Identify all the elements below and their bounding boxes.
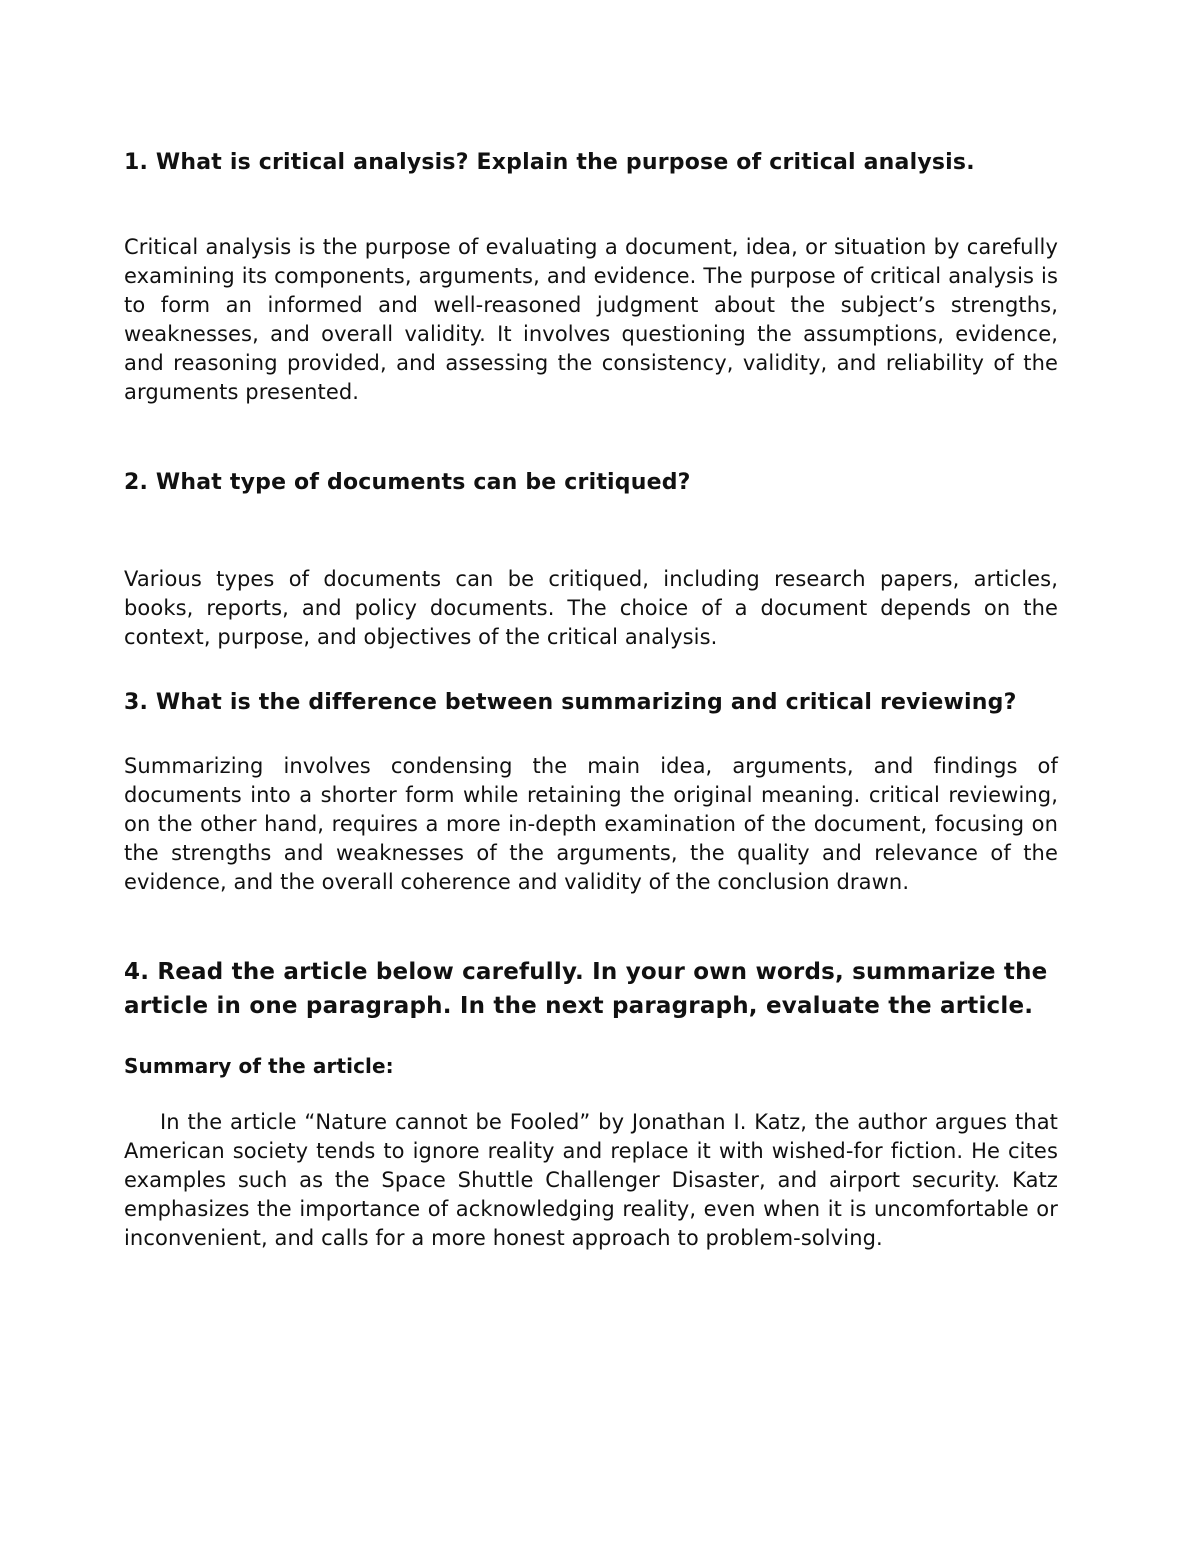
summary-label-block bbox=[124, 1052, 1058, 1080]
summary-block bbox=[124, 1108, 1058, 1253]
question-1 bbox=[124, 146, 1058, 180]
question-3 bbox=[124, 686, 1058, 720]
question-3-heading: 3. What is the difference between summarizing and critical reviewing? bbox=[124, 690, 1017, 715]
answer-1-text: Critical analysis is the purpose of evaluating a document, idea, or situation by carefully examining its components, arguments, and evidence. The purpose of critical analysis is to form an informed and well-reasoned judgment about the subject’s strengths, weaknesses, and overall validity. It involves questioning the assumptions, evidence, and reasoning provided, and assessing the consistency, validity, and reliability of the arguments presented. bbox=[124, 235, 1058, 404]
answer-1 bbox=[124, 233, 1058, 407]
summary-text: In the article “Nature cannot be Fooled” by Jonathan I. Katz, the author argues that American society tends to ignore reality and replace it with wished-for fiction. He cites examples such as the Space Shuttle Challenger Disaster, and airport security. Katz emphasizes the importance of acknowledging reality, even when it is uncomfortable or inconvenient, and calls for a more honest approach to problem-solving. bbox=[124, 1110, 1058, 1250]
answer-3 bbox=[124, 752, 1058, 897]
question-4-heading: 4. Read the article below carefully. In your own words, summarize the article in one paragraph. In the next paragraph, evaluate the article. bbox=[124, 959, 1048, 1019]
question-4 bbox=[124, 955, 1058, 1023]
question-2 bbox=[124, 466, 1058, 500]
question-1-heading: 1. What is critical analysis? Explain the purpose of critical analysis. bbox=[124, 150, 975, 175]
question-2-heading: 2. What type of documents can be critiqued? bbox=[124, 470, 691, 495]
answer-3-text: Summarizing involves condensing the main idea, arguments, and findings of documents into a shorter form while retaining the original meaning. critical reviewing, on the other hand, requires a more in-depth examination of the document, focusing on the strengths and weaknesses of the arguments, the quality and relevance of the evidence, and the overall coherence and validity of the conclusion drawn. bbox=[124, 754, 1058, 894]
answer-2-text: Various types of documents can be critiqued, including research papers, articles, books, reports, and policy documents. The choice of a document depends on the context, purpose, and objectives of the critical analysis. bbox=[124, 567, 1058, 649]
summary-label: Summary of the article: bbox=[124, 1054, 394, 1078]
answer-2 bbox=[124, 565, 1058, 652]
